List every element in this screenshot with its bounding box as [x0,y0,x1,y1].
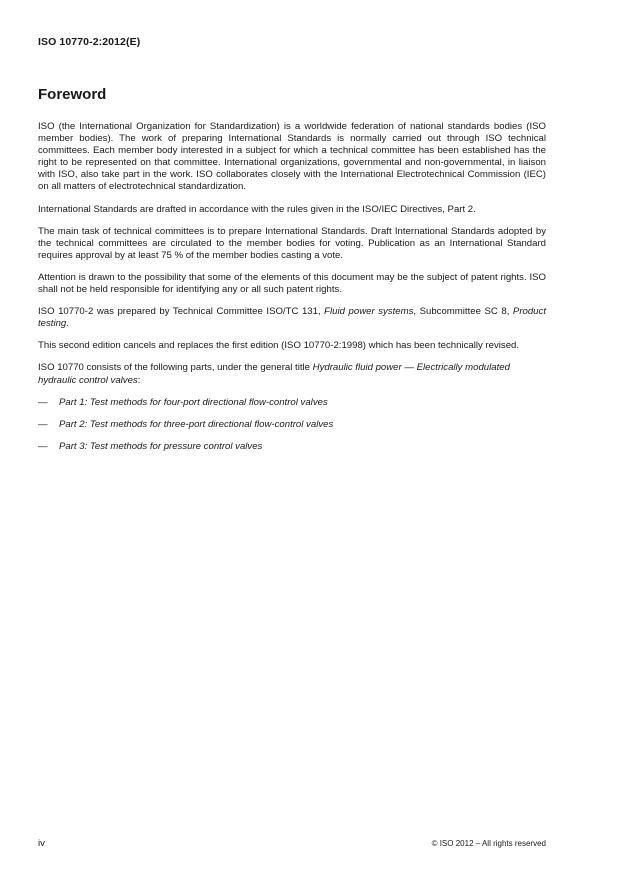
page-number: iv [38,838,45,849]
paragraph-edition: This second edition cancels and replaces the first edition (ISO 10770-2:1998) which has been technically revised. [38,340,520,352]
parts-intro-text: ISO 10770 consists of the following parts, under the general title [38,362,313,374]
paragraph-iso-intro: ISO (the International Organization for Standardization) is a worldwide federation of national standards bodies (ISO member bodies). The work of preparing International Standards is normally carried out through ISO technical committees. Each member body interested in a subject for which a technical committee has been established has the right to be represented on that committee. International organizations, governmental and non-governmental, in liaison with ISO, also take part in the work. ISO collaborates closely with the International Electrotechnical Commission (IEC) on all matters of electrotechnical standardization. [38,121,546,193]
part-3-title: Part 3: Test methods for pressure control valves [59,440,263,452]
prepared-by-subcommittee: , Subcommittee SC 8, [413,306,513,318]
part-2-title: Part 2: Test methods for three-port directional flow-control valves [59,418,334,430]
document-identifier: ISO 10770-2:2012(E) [38,36,141,48]
list-item [38,441,546,453]
prepared-by-text: ISO 10770-2 was prepared by Technical Committee ISO/TC 131, [38,306,325,318]
list-item [38,397,546,409]
paragraph-parts-intro [38,362,546,386]
list-item [38,419,546,431]
copyright-notice: © ISO 2012 – All rights reserved [431,839,546,848]
general-title: Hydraulic fluid power — Electrically modulated hydraulic control valves [38,362,510,386]
part-1-title: Part 1: Test methods for four-port directional flow-control valves [59,396,328,408]
paragraph-prepared-by [38,306,546,330]
list-dash: — [38,396,48,408]
paragraph-patent-notice: Attention is drawn to the possibility that some of the elements of this document may be the subject of patent rights. ISO shall not be held responsible for identifying any or all such patent rights. [38,271,546,296]
parts-intro-end: : [137,374,141,386]
foreword-body [38,121,546,463]
list-dash: — [38,440,48,452]
paragraph-main-task: The main task of technical committees is to prepare International Standards. Draft International Standards adopted by the technical committees are circulated to the member bodies for voting. Publication as an International Standard requires approval by at least 75 % of the member bodies casting a vote. [38,225,546,261]
committee-title: Fluid power systems [324,306,414,318]
prepared-by-end: . [66,318,69,330]
list-dash: — [38,418,48,430]
paragraph-directives: International Standards are drafted in accordance with the rules given in the ISO/IEC Directives, Part 2. [38,203,476,215]
page-title: Foreword [38,86,107,103]
subcommittee-title: Product testing [38,306,546,330]
